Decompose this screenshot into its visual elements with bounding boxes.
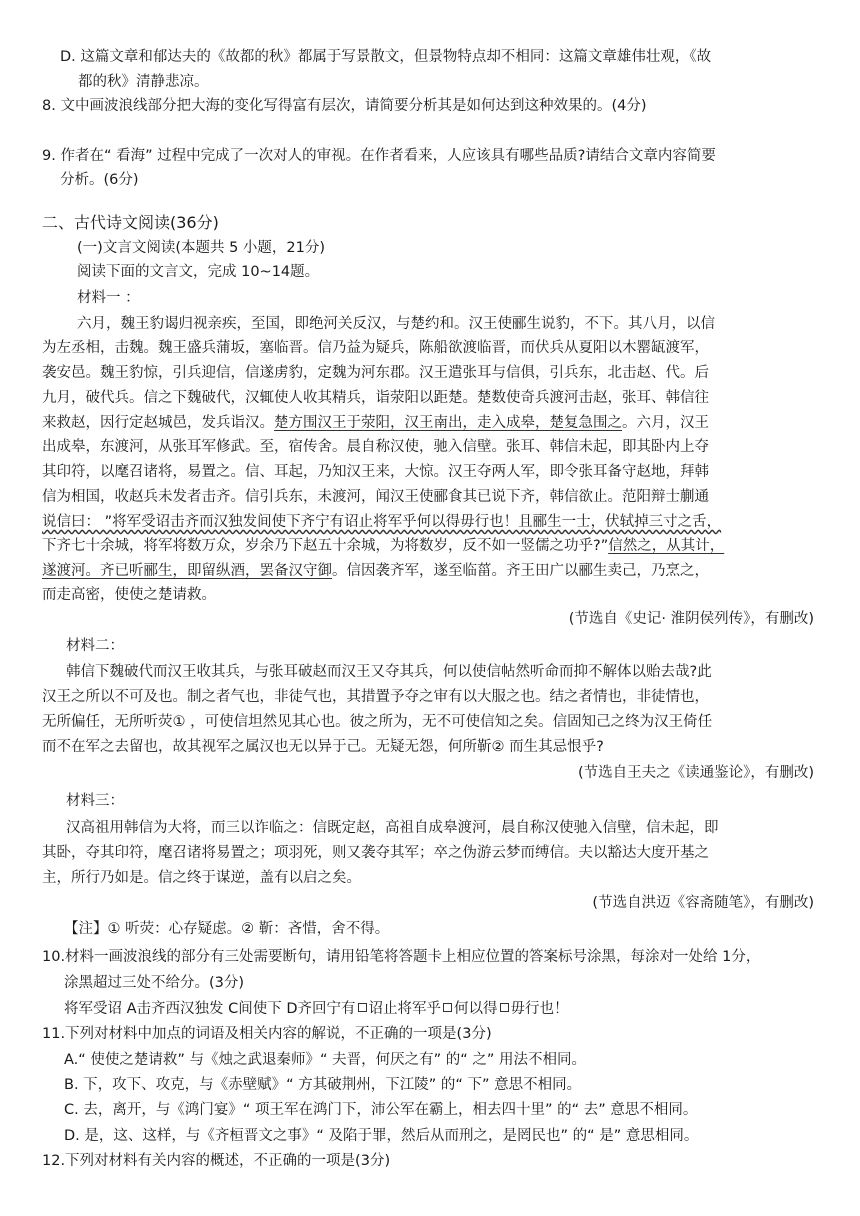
material-2-line: 无所偏任，无所听荧① ，可使信坦然见其心也。彼之所为，无不可使信知之矣。信固知己之终为汉王倚任 xyxy=(42,714,713,730)
material-1-line xyxy=(42,536,724,556)
material-1-source: (节选自《史记· 淮阴侯列传》，有删改) xyxy=(568,611,814,627)
question-9-line2: 分析。(6分) xyxy=(60,172,139,188)
question-10-line1: 10.材料一画波浪线的部分有三处需要断句，请用铅笔将答题卡上相应位置的答案标号涂黑，每涂对一处给 1分， xyxy=(42,949,761,965)
material-2-line: 韩信下魏破代而汉王收其兵，与张耳破赵而汉王又夺其兵，何以使信帖然听命而抑不解体以贻去哉?此 xyxy=(66,664,712,680)
option-f-box xyxy=(443,1003,452,1012)
material-1-line: 信为相国，收赵兵未发者击齐。信引兵东，未渡河，闻汉王使郦食其已说下齐，韩信欲止。范阳辩士蒯通 xyxy=(42,489,709,505)
wavy-underlined-passage: 说信曰： ”将军受诏击齐而汉独发间使下齐宁有诏止将军乎何以得毋行也！且郦生一士，伏轼掉三寸之舌， xyxy=(42,514,722,530)
section-2-instructions: 阅读下面的文言文，完成 10~14题。 xyxy=(77,264,320,280)
question-9-line1: 9. 作者在“ 看海” 过程中完成了一次对人的审视。在作者看来，人应该具有哪些品质?请结合文章内容简要 xyxy=(42,148,716,164)
question-11-option-c: C. 去，离开，与《鸿门宴》“ 项王军在鸿门下，沛公军在霸上，相去四十里” 的“ 去” 意思不相同。 xyxy=(64,1102,698,1118)
section-2-subtitle: (一)文言文阅读(本题共 5 小题，21分) xyxy=(77,240,326,256)
material-1-line: 为左丞相，击魏。魏王盛兵蒲坂，塞临晋。信乃益为疑兵，陈船欲渡临晋，而伏兵从夏阳以木罂缻渡军， xyxy=(42,340,709,356)
question-11-option-d: D. 是，这、这样，与《齐桓晋文之事》“ 及陷于罪，然后从而刑之，是罔民也” 的“ 是” 意思相同。 xyxy=(64,1128,699,1144)
material-3-line: 其卧，夺其印符，麾召诸将易置之；项羽死，则又袭夺其军；卒之伪游云梦而缚信。夫以豁达大度开基之 xyxy=(42,845,709,861)
material-3-line: 主，所行乃如是。信之终于谋逆，盖有以启之矣。 xyxy=(42,870,361,886)
q7-option-d-line2: 都的秋》清静悲凉。 xyxy=(78,74,209,90)
underlined-sentence: 遂渡河。齐已听郦生，即留纵酒，罢备汉守御 xyxy=(42,563,332,579)
material-1-line xyxy=(42,561,709,581)
question-11-stem: 11.下列对材料中加点的词语及相关内容的解说，不正确的一项是(3分) xyxy=(42,1026,492,1042)
material-1-label: 材料一 ： xyxy=(77,290,140,306)
q7-option-d-line1: D. 这篇文章和郁达夫的《故都的秋》都属于写景散文，但景物特点却不相同：这篇文章雄伟壮观，《故 xyxy=(60,49,712,65)
option-g-box xyxy=(500,1003,509,1012)
material-1-line: 出成皋，东渡河，从张耳军修武。至，宿传舍。晨自称汉使，驰入信壁。张耳、韩信未起，即其卧内上夺 xyxy=(42,439,709,455)
material-3-source: (节选自洪迈《容斋随笔》，有删改) xyxy=(592,895,814,911)
material-1-line: 其印符，以麾召诸将，易置之。信、耳起，乃知汉王来，大惊。汉王夺两人军，即令张耳备守赵地，拜韩 xyxy=(42,464,709,480)
material-3-line: 汉高祖用韩信为大将，而三以诈临之：信既定赵，高祖自成皋渡河，晨自称汉使驰入信壁，信未起，即 xyxy=(66,820,719,836)
material-1-text: 。六月，汉王 xyxy=(622,415,709,431)
material-2-source: (节选自王夫之《读通鉴论》，有删改) xyxy=(577,765,814,781)
option-e-box xyxy=(358,1003,367,1012)
material-1-line: 九月，破代兵。信之下魏破代，汉辄使人收其精兵，诣荥阳以距楚。楚数使奇兵渡河击赵，张耳、韩信往 xyxy=(42,390,709,406)
material-2-line: 汉王之所以不可及也。制之者气也，非徒气也，其措置予夺之审有以大服之也。结之者情也，非徒情也， xyxy=(42,689,709,705)
question-10-line2: 涂黑超过三处不给分。(3分) xyxy=(64,975,245,991)
material-1-line: 而走高密，使使之楚请救。 xyxy=(42,587,216,603)
material-1-text: 下齐七十余城，将军将数万众，岁余乃下赵五十余城，为将数岁，反不如一竖儒之功乎?” xyxy=(42,538,609,554)
question-11-option-b: B. 下，攻下、攻克，与《赤壁赋》“ 方其破荆州，下江陵” 的“ 下” 意思不相同。 xyxy=(64,1077,582,1093)
question-11-option-a: A.“ 使使之楚请救” 与《烛之武退秦师》“ 夫晋，何厌之有” 的“ 之” 用法不相同。 xyxy=(64,1052,586,1068)
material-1-line: 袭安邑。魏王豹惊，引兵迎信，信遂虏豹，定魏为河东郡。汉王遣张耳与信俱，引兵东，北击赵、代。后 xyxy=(42,365,709,381)
material-1-line xyxy=(42,413,709,433)
material-1-text: 。信因袭齐军，遂至临菑。齐王田广以郦生卖己，乃烹之， xyxy=(332,563,709,579)
annotation-note: 【注】① 听荧：心存疑虑。② 靳：吝惜，舍不得。 xyxy=(64,921,390,937)
underlined-sentence: 信然之，从其计， xyxy=(608,538,725,554)
question-10-answer-options: 将军受诏 A击齐西汉独发 C间使下 D齐回宁有 诏止将军乎 何以得 毋行也！ xyxy=(64,1001,569,1017)
section-2-title: 二、古代诗文阅读(36分) xyxy=(42,213,219,232)
question-12-stem: 12.下列对材料有关内容的概述，不正确的一项是(3分) xyxy=(42,1153,391,1169)
material-2-line: 而不在军之去留也，故其视军之属汉也无以异于己。无疑无怨，何所靳② 而生其忌恨乎? xyxy=(42,739,604,755)
material-1-text: 来救赵，因行定赵城邑，发兵诣汉。 xyxy=(42,415,274,431)
material-1-line: 六月，魏王豹谒归视亲疾，至国，即绝河关反汉，与楚约和。汉王使郦生说豹，不下。其八月，以信 xyxy=(77,316,715,332)
underlined-sentence: 楚方围汉王于荥阳，汉王南出，走入成皋，楚复急围之 xyxy=(274,415,622,431)
material-2-label: 材料二： xyxy=(66,638,124,654)
material-3-label: 材料三： xyxy=(66,793,124,809)
question-8: 8. 文中画波浪线部分把大海的变化写得富有层次，请简要分析其是如何达到这种效果的。(4分) xyxy=(42,98,647,114)
